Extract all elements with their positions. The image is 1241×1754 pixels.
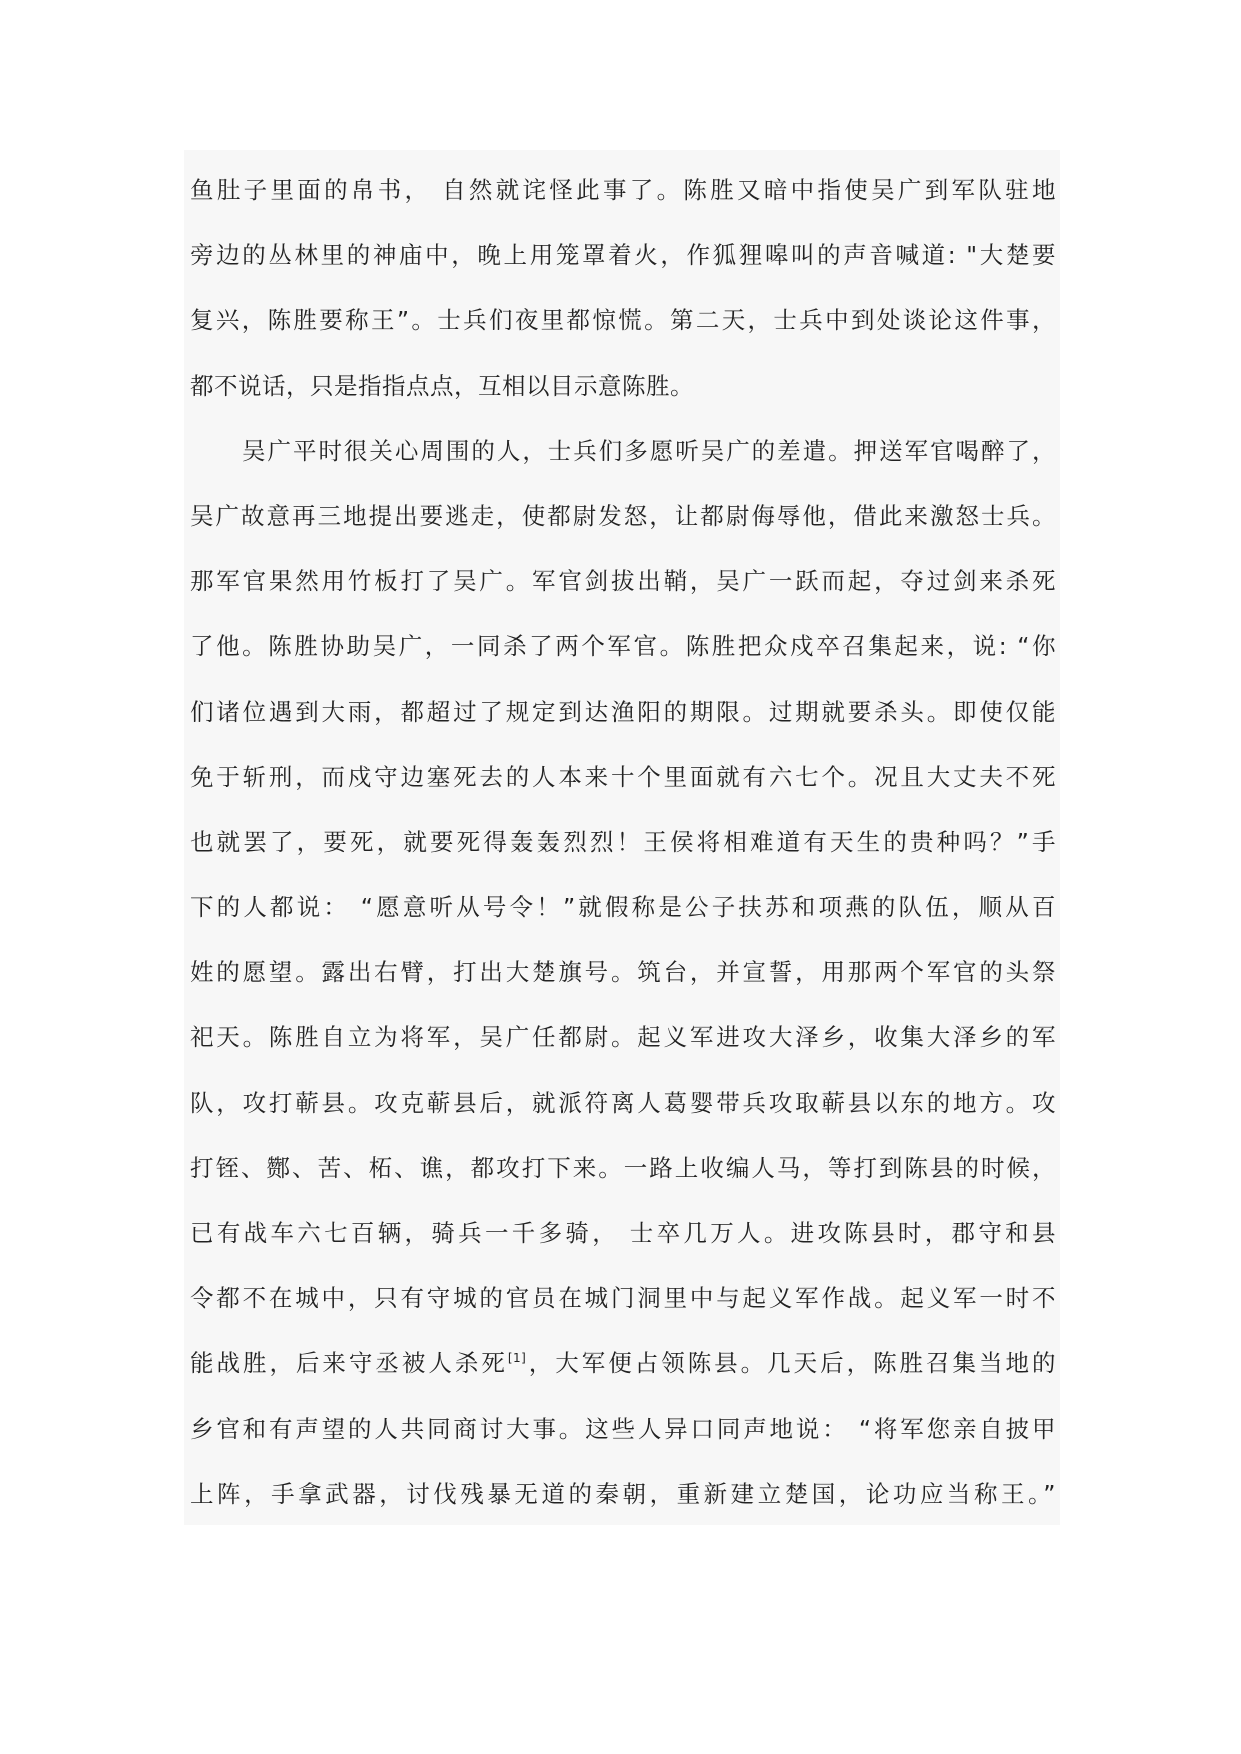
text-line: 姓的愿望。露出右臂，打出大楚旗号。筑台，并宣誓，用那两个军官的头祭	[190, 958, 1056, 987]
document-body	[184, 150, 1060, 1525]
text-line: 吴广故意再三地提出要逃走，使都尉发怒，让都尉侮辱他，借此来激怒士兵。	[190, 501, 1056, 530]
footnote-line	[190, 1331, 1056, 1396]
text-line: 鱼肚子里面的帛书， 自然就诧怪此事了。陈胜又暗中指使吴广到军队驻地	[190, 176, 1056, 204]
footnote-marker[interactable]: [1]	[507, 1351, 527, 1366]
text-line: 们诸位遇到大雨，都超过了规定到达渔阳的期限。过期就要杀头。即使仅能	[190, 697, 1056, 726]
text-line: 打铚、酂、苦、柘、谯，都攻打下来。一路上收编人马，等打到陈县的时候，	[190, 1153, 1056, 1182]
footnote-line-after: ，大军便占领陈县。几天后，陈胜召集当地的	[526, 1349, 1056, 1378]
text-line: 上阵，手拿武器，讨伐残暴无道的秦朝，重新建立楚国，论功应当称王。”	[190, 1479, 1056, 1508]
text-line: 下的人都说： “愿意听从号令！”就假称是公子扶苏和项燕的队伍，顺从百	[190, 893, 1056, 922]
text-line: 已有战车六七百辆，骑兵一千多骑， 士卒几万人。进攻陈县时，郡守和县	[190, 1219, 1056, 1247]
text-line: 令都不在城中，只有守城的官员在城门洞里中与起义军作战。起义军一时不	[190, 1284, 1056, 1313]
text-line: 乡官和有声望的人共同商讨大事。这些人异口同声地说： “将军您亲自披甲	[190, 1414, 1056, 1443]
text-line: 祀天。陈胜自立为将军，吴广任都尉。起义军进攻大泽乡，收集大泽乡的军	[190, 1023, 1056, 1052]
paragraph-first-line: 吴广平时很关心周围的人，士兵们多愿听吴广的差遣。押送军官喝醉了，	[242, 436, 1056, 465]
text-line: 了他。陈胜协助吴广，一同杀了两个军官。陈胜把众戍卒召集起来，说: “你	[190, 632, 1056, 661]
text-line: 都不说话，只是指指点点，互相以目示意陈胜。	[190, 371, 694, 400]
text-line: 旁边的丛林里的神庙中，晚上用笼罩着火，作狐狸嗥叫的声音喊道: "大楚要	[190, 241, 1056, 270]
footnote-line-before: 能战胜，后来守丞被人杀死	[190, 1349, 508, 1378]
text-line: 也就罢了，要死，就要死得轰轰烈烈！王侯将相难道有天生的贵种吗？”手	[190, 827, 1056, 856]
text-line: 队，攻打蕲县。攻克蕲县后，就派符离人葛婴带兵攻取蕲县以东的地方。攻	[190, 1088, 1056, 1117]
text-line: 那军官果然用竹板打了吴广。军官剑拔出鞘，吴广一跃而起，夺过剑来杀死	[190, 567, 1056, 596]
text-line: 复兴，陈胜要称王”。士兵们夜里都惊慌。第二天，士兵中到处谈论这件事，	[190, 306, 1056, 335]
text-line: 免于斩刑，而戍守边塞死去的人本来十个里面就有六七个。况且大丈夫不死	[190, 762, 1056, 791]
